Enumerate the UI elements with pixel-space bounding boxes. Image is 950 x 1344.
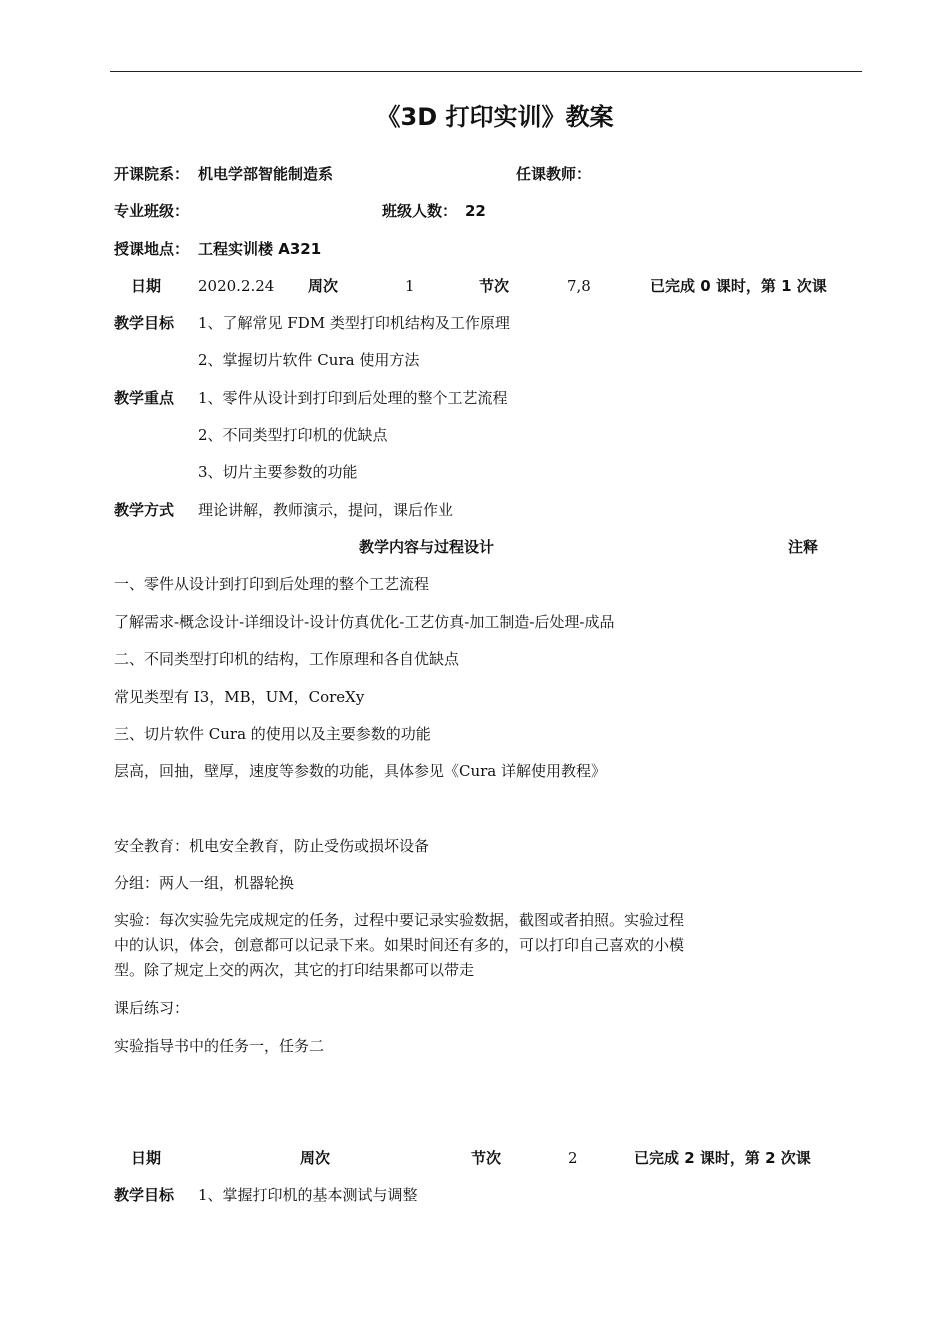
experiment-line-1: 实验：每次实验先完成规定的任务，过程中要记录实验数据，截图或者拍照。实验过程	[114, 911, 685, 929]
content-heading: 教学内容与过程设计	[359, 538, 495, 556]
content-line-5: 三、切片软件 Cura 的使用以及主要参数的功能	[114, 725, 431, 743]
content-line-1: 一、零件从设计到打印到后处理的整个工艺流程	[114, 575, 430, 593]
s1-focus-label: 教学重点	[114, 389, 175, 407]
dept-value: 机电学部智能制造系	[198, 165, 334, 183]
s1-goal-2: 2、掌握切片软件 Cura 使用方法	[198, 351, 420, 369]
location-value: 工程实训楼 A321	[198, 240, 322, 258]
experiment-line-2: 中的认识，体会，创意都可以记录下来。如果时间还有多的，可以打印自己喜欢的小模	[114, 936, 685, 954]
homework-text: 实验指导书中的任务一，任务二	[114, 1037, 325, 1055]
location-label: 授课地点：	[114, 240, 190, 258]
group-text: 分组：两人一组，机器轮换	[114, 874, 295, 892]
class-label: 专业班级：	[114, 202, 190, 220]
homework-label: 课后练习：	[114, 999, 190, 1017]
s2-week-label: 周次	[300, 1149, 331, 1167]
s1-period-label: 节次	[479, 277, 510, 295]
s1-focus-2: 2、不同类型打印机的优缺点	[198, 426, 388, 444]
safety-text: 安全教育：机电安全教育，防止受伤或损坏设备	[114, 837, 430, 855]
s1-focus-1: 1、零件从设计到打印到后处理的整个工艺流程	[198, 389, 508, 407]
s2-period-label: 节次	[471, 1149, 502, 1167]
s1-period-value: 7,8	[567, 277, 591, 295]
s2-period-value: 2	[568, 1149, 578, 1167]
s1-focus-3: 3、切片主要参数的功能	[198, 463, 358, 481]
experiment-line-3: 型。除了规定上交的两次，其它的打印结果都可以带走	[114, 961, 475, 979]
s1-week-value: 1	[405, 277, 415, 295]
s2-goal-1: 1、掌握打印机的基本测试与调整	[198, 1186, 418, 1204]
s1-week-label: 周次	[308, 277, 339, 295]
top-rule	[110, 71, 862, 72]
s1-method-value: 理论讲解，教师演示，提问，课后作业	[198, 501, 454, 519]
s1-method-label: 教学方式	[114, 501, 175, 519]
count-value: 22	[465, 202, 486, 220]
note-label: 注释	[788, 538, 819, 556]
s1-date-value: 2020.2.24	[198, 277, 275, 295]
s1-date-label: 日期	[131, 277, 162, 295]
content-line-2: 了解需求-概念设计-详细设计-设计仿真优化-工艺仿真-加工制造-后处理-成品	[114, 613, 615, 631]
s1-progress: 已完成 0 课时，第 1 次课	[650, 277, 827, 295]
s2-goals-label: 教学目标	[114, 1186, 175, 1204]
dept-label: 开课院系：	[114, 165, 190, 183]
content-line-3: 二、不同类型打印机的结构，工作原理和各自优缺点	[114, 650, 460, 668]
content-line-4: 常见类型有 I3，MB，UM，CoreXy	[114, 688, 365, 706]
page-title: 《3D 打印实训》教案	[376, 103, 614, 131]
count-label: 班级人数：	[382, 202, 458, 220]
teacher-label: 任课教师：	[516, 165, 592, 183]
s2-progress: 已完成 2 课时，第 2 次课	[634, 1149, 811, 1167]
s1-goals-label: 教学目标	[114, 314, 175, 332]
s1-goal-1: 1、了解常见 FDM 类型打印机结构及工作原理	[198, 314, 510, 332]
content-line-6: 层高，回抽，壁厚，速度等参数的功能，具体参见《Cura 详解使用教程》	[114, 762, 607, 780]
s2-date-label: 日期	[131, 1149, 162, 1167]
